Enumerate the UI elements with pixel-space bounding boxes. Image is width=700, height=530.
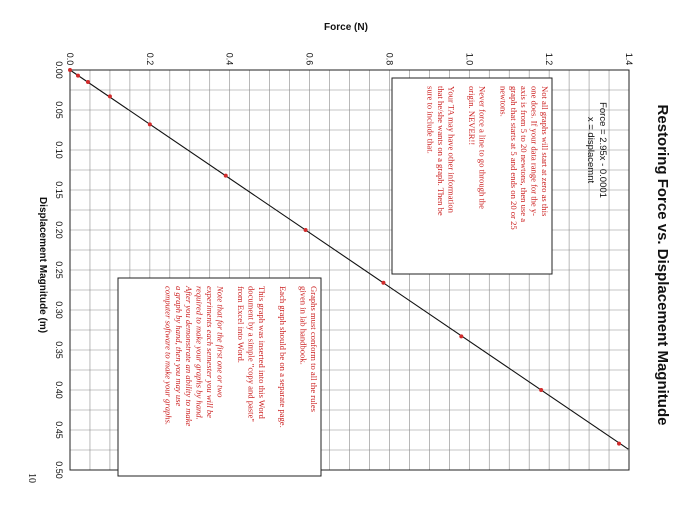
x-tick-label: 0.15 xyxy=(54,181,64,199)
note-line: sure to include that. xyxy=(425,86,436,154)
x-tick-label: 0.25 xyxy=(54,261,64,279)
note-box-2 xyxy=(118,278,321,476)
trendline-equation xyxy=(585,102,608,198)
data-point xyxy=(617,442,621,446)
note-line: Your TA may have other information xyxy=(446,86,457,213)
page-number: 10 xyxy=(26,473,37,483)
note-line: one does. If your data range for the y- xyxy=(529,86,540,217)
data-point xyxy=(108,94,112,98)
note-line: After you demonstrate an ability to make xyxy=(184,286,195,427)
trendline-equation-line-1: Force = 2.95x - 0.0001 xyxy=(597,102,608,198)
y-tick-label: 0.0 xyxy=(65,52,75,66)
note-line: Each graph should be on a separate page. xyxy=(277,286,288,428)
y-tick-label: 0.8 xyxy=(384,52,395,66)
data-point xyxy=(148,122,152,126)
y-tick-label: 0.2 xyxy=(144,52,155,66)
note-line: computer software to make your graphs. xyxy=(163,286,174,426)
x-tick-label: 0.00 xyxy=(54,61,64,79)
data-point xyxy=(539,388,543,392)
x-tick-label: 0.40 xyxy=(54,381,64,399)
note-line: newtons. xyxy=(498,86,509,117)
data-point xyxy=(381,281,385,285)
note-line: experiments each semester you will be xyxy=(205,286,215,418)
y-tick-label: 0.4 xyxy=(224,52,235,66)
note-line: This graph was inserted into this Word xyxy=(257,286,267,419)
x-tick-label: 0.45 xyxy=(54,421,64,439)
data-point xyxy=(304,228,308,232)
data-point xyxy=(224,174,228,178)
chart-title: Restoring Force vs. Displacement Magnitude xyxy=(654,104,671,426)
data-point xyxy=(68,68,72,72)
note-box-1-text xyxy=(426,86,550,230)
x-tick-label: 0.50 xyxy=(54,461,64,479)
note-line: that he/she wants on a graph. Then be xyxy=(436,86,446,216)
note-box-1 xyxy=(392,78,552,274)
note-line: Graphs must conform to all the rules xyxy=(309,286,319,413)
x-tick-label: 0.20 xyxy=(54,221,64,239)
note-line: Never force a line to go through the xyxy=(477,86,488,209)
trendline-equation-line-2: x = displacemnt xyxy=(585,116,596,184)
note-line: document by a simple "copy and paste" xyxy=(246,286,257,422)
y-axis-label: Force (N) xyxy=(324,22,368,33)
data-point xyxy=(459,334,463,338)
x-axis-label: Displacement Magnitude (m) xyxy=(37,196,48,334)
y-tick-label: 1.4 xyxy=(624,52,634,66)
x-tick-label: 0.35 xyxy=(54,341,64,359)
note-line: required to make your graphs by hand. xyxy=(194,286,205,420)
x-tick-label: 0.30 xyxy=(54,301,64,319)
note-line: a graph by hand, then you may use xyxy=(173,286,184,407)
note-line: Note that for the first one or two xyxy=(215,286,226,398)
data-point xyxy=(76,74,80,78)
x-tick-label: 0.05 xyxy=(54,101,64,119)
note-line: origin. NEVER!! xyxy=(467,86,478,146)
y-tick-label: 0.6 xyxy=(304,52,315,66)
note-line: Not all graphs will start at zero as this xyxy=(540,86,550,217)
note-line: graph that starts at 5 and ends on 20 or 25 xyxy=(508,86,519,230)
note-line: given in lab handbook. xyxy=(298,286,309,365)
y-tick-label: 1.2 xyxy=(544,52,555,66)
x-tick-label: 0.10 xyxy=(54,141,64,159)
data-point xyxy=(86,80,90,84)
note-line: axis is from 5 to 20 newtons, then use a xyxy=(519,86,530,223)
note-line: from Excel into Word. xyxy=(236,286,247,363)
y-tick-label: 1.0 xyxy=(464,52,475,66)
